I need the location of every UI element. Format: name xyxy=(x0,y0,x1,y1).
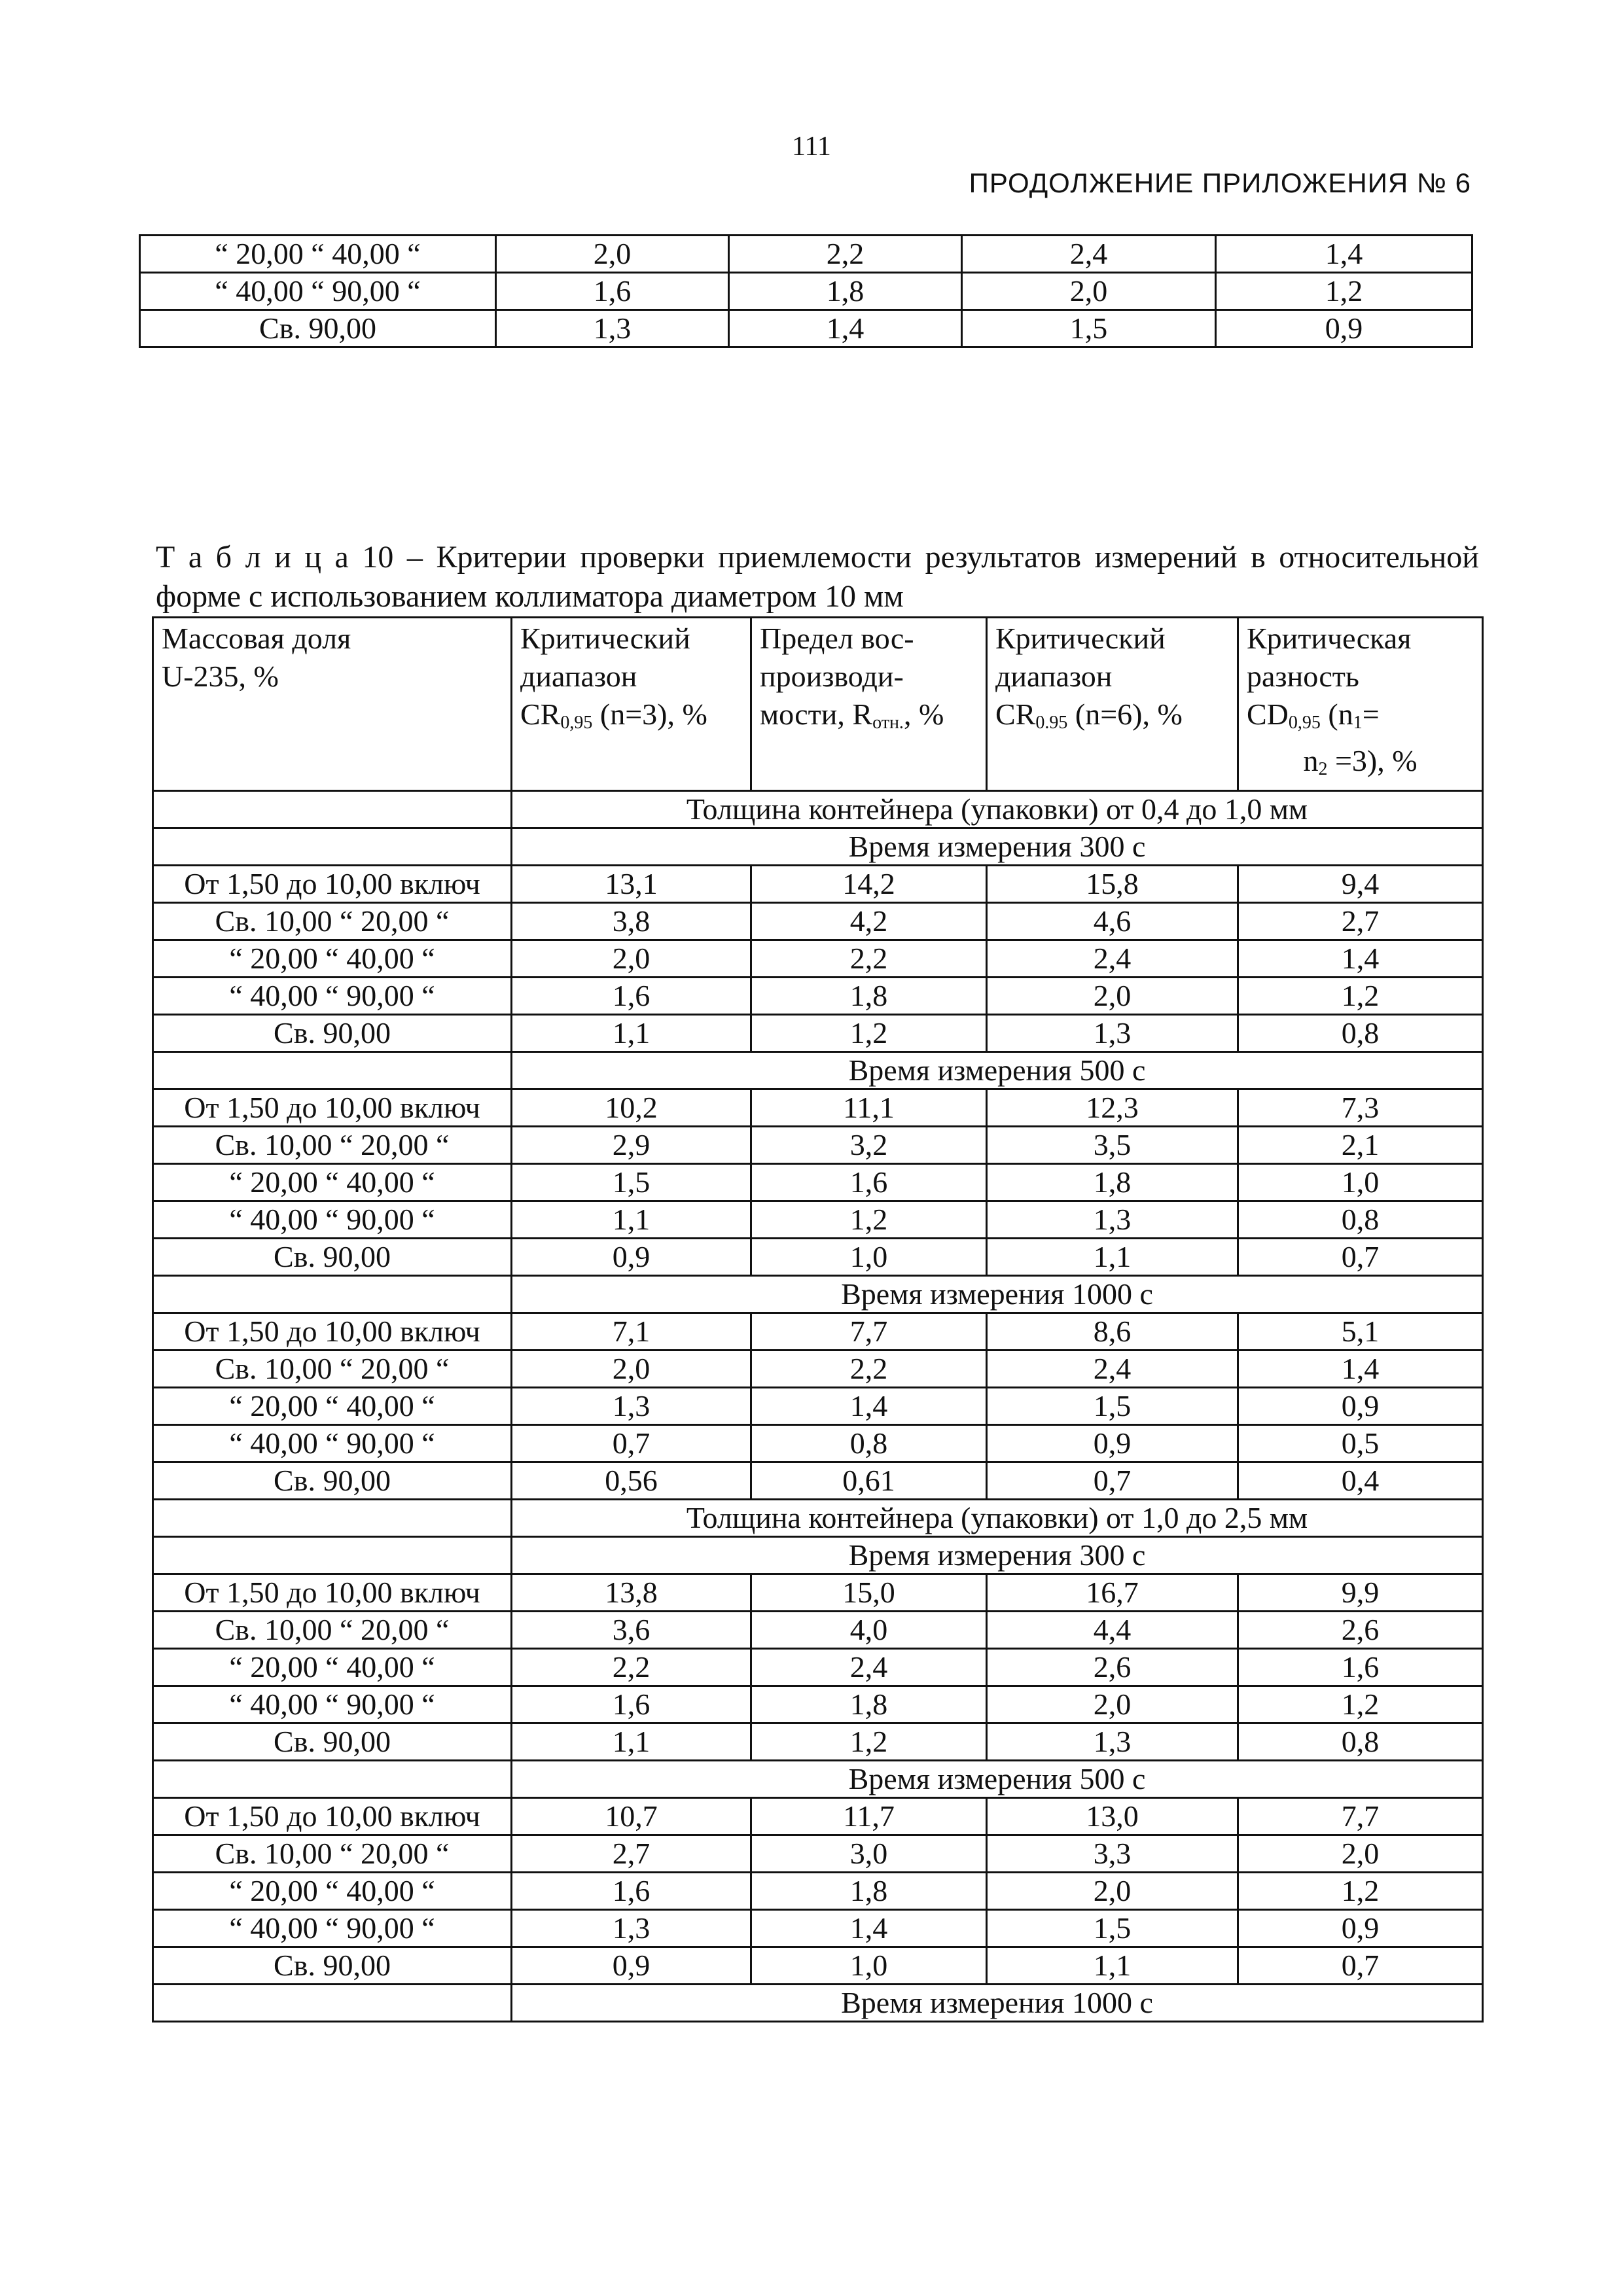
value-cell: 4,4 xyxy=(987,1612,1238,1649)
mass-fraction-cell: От 1,50 до 10,00 включ xyxy=(153,1089,512,1127)
time-row xyxy=(153,1761,1483,1798)
header-formula xyxy=(1247,742,1474,788)
value-cell: 1,3 xyxy=(987,1015,1238,1052)
value-cell: 2,2 xyxy=(512,1649,751,1686)
value-cell: 0,61 xyxy=(751,1462,987,1500)
value-cell: 0,4 xyxy=(1238,1462,1483,1500)
table-row xyxy=(153,1425,1483,1462)
value-cell: 8,6 xyxy=(987,1313,1238,1351)
mass-fraction-cell: Св. 90,00 xyxy=(153,1015,512,1052)
formula-part: мости, R xyxy=(760,698,873,731)
header-reproducibility-limit xyxy=(751,618,987,791)
table-row xyxy=(153,1201,1483,1239)
value-cell: 2,4 xyxy=(987,1351,1238,1388)
table-row xyxy=(153,1873,1483,1910)
header-formula xyxy=(1247,696,1474,742)
mass-fraction-cell: “ 40,00 “ 90,00 “ xyxy=(153,1201,512,1239)
value-cell: 7,3 xyxy=(1238,1089,1483,1127)
value-cell: 14,2 xyxy=(751,866,987,903)
table-row xyxy=(153,1723,1483,1761)
formula-part: CR xyxy=(995,698,1036,731)
value-cell: 1,2 xyxy=(751,1201,987,1239)
continued-table xyxy=(139,234,1473,348)
value-cell: 2,0 xyxy=(987,1873,1238,1910)
header-critical-difference xyxy=(1238,618,1483,791)
formula-part: (n=3), % xyxy=(592,698,707,731)
header-text: Критический xyxy=(520,622,690,655)
value-cell: 2,7 xyxy=(1238,903,1483,940)
value-cell: 0,9 xyxy=(512,1947,751,1985)
value-cell: 1,1 xyxy=(512,1201,751,1239)
header-critical-range-n6 xyxy=(987,618,1238,791)
value-cell: 0,9 xyxy=(987,1425,1238,1462)
table-row xyxy=(153,1612,1483,1649)
value-cell: 0,7 xyxy=(987,1462,1238,1500)
table-header-row xyxy=(153,618,1483,791)
value-cell: 1,0 xyxy=(751,1947,987,1985)
empty-cell xyxy=(153,828,512,866)
header-critical-range-n3 xyxy=(512,618,751,791)
table-cell: 1,4 xyxy=(729,310,962,347)
thickness-label: Толщина контейнера (упаковки) от 0,4 до 1,0 мм xyxy=(512,791,1483,828)
value-cell: 1,2 xyxy=(1238,978,1483,1015)
table-cell: “ 20,00 “ 40,00 “ xyxy=(140,236,496,273)
header-text: диапазон xyxy=(520,660,637,693)
page-number: 111 xyxy=(792,132,831,162)
table-row xyxy=(153,1835,1483,1873)
measurement-time-label: Время измерения 500 с xyxy=(512,1052,1483,1089)
value-cell: 0,8 xyxy=(751,1425,987,1462)
empty-cell xyxy=(153,1052,512,1089)
value-cell: 1,1 xyxy=(512,1015,751,1052)
header-text: производи- xyxy=(760,660,904,693)
table-row xyxy=(153,1649,1483,1686)
value-cell: 1,2 xyxy=(751,1015,987,1052)
empty-cell xyxy=(153,1500,512,1537)
value-cell: 1,4 xyxy=(751,1388,987,1425)
value-cell: 0,9 xyxy=(1238,1910,1483,1947)
measurement-time-label: Время измерения 1000 с xyxy=(512,1276,1483,1313)
mass-fraction-cell: От 1,50 до 10,00 включ xyxy=(153,1574,512,1612)
value-cell: 2,0 xyxy=(512,1351,751,1388)
value-cell: 7,1 xyxy=(512,1313,751,1351)
value-cell: 2,2 xyxy=(751,940,987,978)
formula-part: (n=6), % xyxy=(1067,698,1183,731)
value-cell: 0,9 xyxy=(1238,1388,1483,1425)
mass-fraction-cell: “ 40,00 “ 90,00 “ xyxy=(153,978,512,1015)
header-formula xyxy=(520,696,742,742)
value-cell: 1,3 xyxy=(987,1201,1238,1239)
value-cell: 1,6 xyxy=(512,978,751,1015)
value-cell: 1,4 xyxy=(1238,1351,1483,1388)
value-cell: 0,8 xyxy=(1238,1201,1483,1239)
value-cell: 1,1 xyxy=(987,1947,1238,1985)
table-row xyxy=(153,1388,1483,1425)
table-row xyxy=(153,1351,1483,1388)
table-row xyxy=(153,1239,1483,1276)
empty-cell xyxy=(153,1537,512,1574)
value-cell: 1,4 xyxy=(751,1910,987,1947)
table-row xyxy=(140,236,1472,273)
time-row xyxy=(153,1052,1483,1089)
value-cell: 3,2 xyxy=(751,1127,987,1164)
table-row xyxy=(153,1947,1483,1985)
value-cell: 1,5 xyxy=(987,1910,1238,1947)
mass-fraction-cell: “ 20,00 “ 40,00 “ xyxy=(153,1164,512,1201)
mass-fraction-cell: Св. 90,00 xyxy=(153,1947,512,1985)
measurement-time-label: Время измерения 300 с xyxy=(512,1537,1483,1574)
table-cell: 2,2 xyxy=(729,236,962,273)
formula-part: n xyxy=(1303,744,1319,777)
empty-cell xyxy=(153,1985,512,2022)
formula-subscript: 0,95 xyxy=(560,713,593,733)
time-row xyxy=(153,1276,1483,1313)
value-cell: 2,6 xyxy=(987,1649,1238,1686)
formula-part: CD xyxy=(1247,698,1289,731)
table-row xyxy=(153,978,1483,1015)
thickness-row xyxy=(153,1500,1483,1537)
mass-fraction-cell: Св. 10,00 “ 20,00 “ xyxy=(153,1127,512,1164)
mass-fraction-cell: “ 40,00 “ 90,00 “ xyxy=(153,1425,512,1462)
header-text: разность xyxy=(1247,660,1359,693)
value-cell: 4,0 xyxy=(751,1612,987,1649)
value-cell: 1,3 xyxy=(512,1910,751,1947)
value-cell: 13,1 xyxy=(512,866,751,903)
table-row xyxy=(153,940,1483,978)
value-cell: 10,7 xyxy=(512,1798,751,1835)
formula-subscript: 0,95 xyxy=(1288,713,1321,733)
table-cell: 1,6 xyxy=(496,273,729,310)
formula-part: (n xyxy=(1320,698,1353,731)
table-10 xyxy=(152,616,1484,2022)
formula-part: = xyxy=(1362,698,1380,731)
value-cell: 2,4 xyxy=(751,1649,987,1686)
value-cell: 2,1 xyxy=(1238,1127,1483,1164)
empty-cell xyxy=(153,1276,512,1313)
empty-cell xyxy=(153,791,512,828)
value-cell: 3,0 xyxy=(751,1835,987,1873)
mass-fraction-cell: От 1,50 до 10,00 включ xyxy=(153,1798,512,1835)
table-row xyxy=(140,310,1472,347)
table-row xyxy=(153,1015,1483,1052)
value-cell: 7,7 xyxy=(751,1313,987,1351)
value-cell: 9,9 xyxy=(1238,1574,1483,1612)
header-formula xyxy=(760,696,978,742)
value-cell: 13,0 xyxy=(987,1798,1238,1835)
value-cell: 0,5 xyxy=(1238,1425,1483,1462)
value-cell: 16,7 xyxy=(987,1574,1238,1612)
table-cell: 0,9 xyxy=(1216,310,1472,347)
value-cell: 4,6 xyxy=(987,903,1238,940)
table-row xyxy=(153,1910,1483,1947)
value-cell: 1,8 xyxy=(987,1164,1238,1201)
table-row xyxy=(153,1574,1483,1612)
value-cell: 1,6 xyxy=(1238,1649,1483,1686)
table-cell: 2,4 xyxy=(962,236,1216,273)
value-cell: 1,8 xyxy=(751,1873,987,1910)
header-text: Предел вос- xyxy=(760,622,914,655)
mass-fraction-cell: “ 40,00 “ 90,00 “ xyxy=(153,1910,512,1947)
value-cell: 1,3 xyxy=(987,1723,1238,1761)
value-cell: 1,5 xyxy=(987,1388,1238,1425)
mass-fraction-cell: Св. 10,00 “ 20,00 “ xyxy=(153,903,512,940)
table-cell: 1,2 xyxy=(1216,273,1472,310)
value-cell: 12,3 xyxy=(987,1089,1238,1127)
value-cell: 1,6 xyxy=(751,1164,987,1201)
value-cell: 1,1 xyxy=(987,1239,1238,1276)
formula-part: =3), % xyxy=(1327,744,1418,777)
appendix-heading: ПРОДОЛЖЕНИЕ ПРИЛОЖЕНИЯ № 6 xyxy=(969,168,1471,198)
table-row xyxy=(153,1127,1483,1164)
table-cell: 1,4 xyxy=(1216,236,1472,273)
measurement-time-label: Время измерения 300 с xyxy=(512,828,1483,866)
value-cell: 7,7 xyxy=(1238,1798,1483,1835)
value-cell: 2,4 xyxy=(987,940,1238,978)
value-cell: 1,3 xyxy=(512,1388,751,1425)
mass-fraction-cell: Св. 90,00 xyxy=(153,1723,512,1761)
header-text: Критический xyxy=(995,622,1166,655)
value-cell: 3,8 xyxy=(512,903,751,940)
value-cell: 1,6 xyxy=(512,1686,751,1723)
value-cell: 2,7 xyxy=(512,1835,751,1873)
table-cell: 2,0 xyxy=(496,236,729,273)
header-text: диапазон xyxy=(995,660,1113,693)
value-cell: 0,9 xyxy=(512,1239,751,1276)
formula-part: CR xyxy=(520,698,561,731)
header-mass-fraction xyxy=(153,618,512,791)
table-body xyxy=(153,791,1483,2022)
value-cell: 2,9 xyxy=(512,1127,751,1164)
formula-part: , % xyxy=(903,698,944,731)
value-cell: 2,0 xyxy=(512,940,751,978)
mass-fraction-cell: Св. 10,00 “ 20,00 “ xyxy=(153,1835,512,1873)
value-cell: 0,8 xyxy=(1238,1015,1483,1052)
value-cell: 15,8 xyxy=(987,866,1238,903)
value-cell: 5,1 xyxy=(1238,1313,1483,1351)
value-cell: 11,7 xyxy=(751,1798,987,1835)
table-cell: 1,8 xyxy=(729,273,962,310)
table-caption: Т а б л и ц а 10 – Критерии проверки приемлемости результатов измерений в относительной форме с использованием коллиматора диаметром 10 мм xyxy=(156,540,1479,614)
table-cell: 1,5 xyxy=(962,310,1216,347)
table-cell: “ 40,00 “ 90,00 “ xyxy=(140,273,496,310)
value-cell: 1,6 xyxy=(512,1873,751,1910)
mass-fraction-cell: “ 20,00 “ 40,00 “ xyxy=(153,1873,512,1910)
mass-fraction-cell: “ 20,00 “ 40,00 “ xyxy=(153,940,512,978)
table-cell: Св. 90,00 xyxy=(140,310,496,347)
thickness-row xyxy=(153,791,1483,828)
measurement-time-label: Время измерения 500 с xyxy=(512,1761,1483,1798)
value-cell: 9,4 xyxy=(1238,866,1483,903)
table-row xyxy=(153,1798,1483,1835)
value-cell: 1,5 xyxy=(512,1164,751,1201)
value-cell: 1,0 xyxy=(751,1239,987,1276)
table-row xyxy=(153,1686,1483,1723)
table-row xyxy=(153,903,1483,940)
header-formula xyxy=(995,696,1229,742)
value-cell: 0,7 xyxy=(1238,1947,1483,1985)
table-row xyxy=(140,273,1472,310)
value-cell: 10,2 xyxy=(512,1089,751,1127)
header-text: U-235, % xyxy=(162,660,279,693)
header-text: Критическая xyxy=(1247,622,1412,655)
formula-subscript: 2 xyxy=(1318,759,1328,779)
value-cell: 1,2 xyxy=(1238,1873,1483,1910)
mass-fraction-cell: “ 20,00 “ 40,00 “ xyxy=(153,1388,512,1425)
value-cell: 0,7 xyxy=(1238,1239,1483,1276)
mass-fraction-cell: Св. 90,00 xyxy=(153,1462,512,1500)
value-cell: 1,0 xyxy=(1238,1164,1483,1201)
time-row xyxy=(153,1985,1483,2022)
value-cell: 3,5 xyxy=(987,1127,1238,1164)
value-cell: 1,8 xyxy=(751,1686,987,1723)
value-cell: 3,6 xyxy=(512,1612,751,1649)
value-cell: 0,8 xyxy=(1238,1723,1483,1761)
value-cell: 0,7 xyxy=(512,1425,751,1462)
formula-subscript: 1 xyxy=(1353,713,1363,733)
value-cell: 15,0 xyxy=(751,1574,987,1612)
value-cell: 2,6 xyxy=(1238,1612,1483,1649)
value-cell: 4,2 xyxy=(751,903,987,940)
value-cell: 11,1 xyxy=(751,1089,987,1127)
mass-fraction-cell: От 1,50 до 10,00 включ xyxy=(153,866,512,903)
value-cell: 13,8 xyxy=(512,1574,751,1612)
value-cell: 2,2 xyxy=(751,1351,987,1388)
value-cell: 1,2 xyxy=(751,1723,987,1761)
value-cell: 1,4 xyxy=(1238,940,1483,978)
value-cell: 1,2 xyxy=(1238,1686,1483,1723)
header-text: Массовая доля xyxy=(162,622,351,655)
formula-subscript: отн. xyxy=(872,713,904,733)
mass-fraction-cell: “ 20,00 “ 40,00 “ xyxy=(153,1649,512,1686)
table-row xyxy=(153,1313,1483,1351)
value-cell: 1,1 xyxy=(512,1723,751,1761)
value-cell: 2,0 xyxy=(987,978,1238,1015)
value-cell: 1,8 xyxy=(751,978,987,1015)
table-row xyxy=(153,866,1483,903)
value-cell: 3,3 xyxy=(987,1835,1238,1873)
value-cell: 0,56 xyxy=(512,1462,751,1500)
table-row xyxy=(153,1089,1483,1127)
thickness-label: Толщина контейнера (упаковки) от 1,0 до 2,5 мм xyxy=(512,1500,1483,1537)
table-cell: 1,3 xyxy=(496,310,729,347)
mass-fraction-cell: От 1,50 до 10,00 включ xyxy=(153,1313,512,1351)
time-row xyxy=(153,1537,1483,1574)
mass-fraction-cell: Св. 10,00 “ 20,00 “ xyxy=(153,1612,512,1649)
empty-cell xyxy=(153,1761,512,1798)
table-cell: 2,0 xyxy=(962,273,1216,310)
value-cell: 2,0 xyxy=(987,1686,1238,1723)
time-row xyxy=(153,828,1483,866)
mass-fraction-cell: Св. 10,00 “ 20,00 “ xyxy=(153,1351,512,1388)
formula-subscript: 0.95 xyxy=(1035,713,1068,733)
value-cell: 2,0 xyxy=(1238,1835,1483,1873)
mass-fraction-cell: Св. 90,00 xyxy=(153,1239,512,1276)
measurement-time-label: Время измерения 1000 с xyxy=(512,1985,1483,2022)
table-row xyxy=(153,1164,1483,1201)
table-row xyxy=(153,1462,1483,1500)
mass-fraction-cell: “ 40,00 “ 90,00 “ xyxy=(153,1686,512,1723)
